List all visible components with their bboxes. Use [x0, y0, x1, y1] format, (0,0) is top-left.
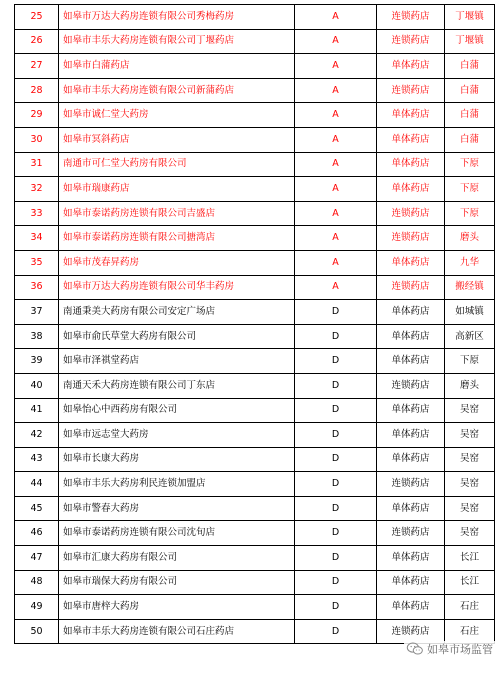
table-row: [15, 570, 495, 595]
cell-grade: D: [295, 447, 377, 472]
table-row: [15, 349, 495, 374]
table-row: [15, 496, 495, 521]
cell-pharmacy-name: 如皋市诚仁堂大药房: [59, 103, 295, 128]
cell-store-type: 连锁药店: [377, 619, 445, 644]
cell-store-type: 连锁药店: [377, 201, 445, 226]
cell-pharmacy-name: 如皋市俞氏草堂大药房有限公司: [59, 324, 295, 349]
cell-pharmacy-name: 如皋市茂春昇药房: [59, 250, 295, 275]
cell-store-type: 单体药店: [377, 127, 445, 152]
cell-town: 长江: [445, 570, 495, 595]
table-row: [15, 177, 495, 202]
cell-town: 九华: [445, 250, 495, 275]
watermark-text: 如皋市场监管: [427, 643, 493, 656]
cell-store-type: 单体药店: [377, 496, 445, 521]
cell-town: 石庄: [445, 595, 495, 620]
cell-grade: A: [295, 5, 377, 30]
cell-town: 丁堰镇: [445, 5, 495, 30]
cell-number: 32: [15, 177, 59, 202]
cell-store-type: 单体药店: [377, 447, 445, 472]
cell-town: 下原: [445, 349, 495, 374]
cell-store-type: 连锁药店: [377, 78, 445, 103]
cell-pharmacy-name: 南通天禾大药房连锁有限公司丁东店: [59, 373, 295, 398]
cell-town: 下原: [445, 201, 495, 226]
cell-pharmacy-name: 如皋市泰诺药房连锁有限公司吉盛店: [59, 201, 295, 226]
cell-grade: A: [295, 201, 377, 226]
cell-grade: A: [295, 226, 377, 251]
table-row: [15, 127, 495, 152]
cell-pharmacy-name: 如皋市丰乐大药房利民连锁加盟店: [59, 472, 295, 497]
cell-store-type: 单体药店: [377, 546, 445, 571]
cell-grade: A: [295, 103, 377, 128]
cell-grade: A: [295, 275, 377, 300]
cell-number: 45: [15, 496, 59, 521]
cell-town: 白蒲: [445, 127, 495, 152]
table-row: [15, 152, 495, 177]
cell-number: 40: [15, 373, 59, 398]
cell-store-type: 连锁药店: [377, 5, 445, 30]
cell-grade: D: [295, 324, 377, 349]
cell-number: 30: [15, 127, 59, 152]
table-row: [15, 103, 495, 128]
cell-town: 白蒲: [445, 78, 495, 103]
cell-number: 41: [15, 398, 59, 423]
cell-pharmacy-name: 如皋市丰乐大药房连锁有限公司丁堰药店: [59, 29, 295, 54]
cell-grade: D: [295, 521, 377, 546]
cell-grade: A: [295, 54, 377, 79]
cell-number: 46: [15, 521, 59, 546]
cell-town: 白蒲: [445, 103, 495, 128]
cell-town: 高新区: [445, 324, 495, 349]
cell-pharmacy-name: 南通秉美大药房有限公司安定广场店: [59, 300, 295, 325]
cell-number: 27: [15, 54, 59, 79]
cell-number: 37: [15, 300, 59, 325]
table-row: [15, 447, 495, 472]
pharmacy-table: [14, 4, 495, 644]
cell-store-type: 连锁药店: [377, 373, 445, 398]
cell-pharmacy-name: 如皋市瑞保大药房有限公司: [59, 570, 295, 595]
cell-store-type: 单体药店: [377, 54, 445, 79]
cell-store-type: 单体药店: [377, 398, 445, 423]
cell-pharmacy-name: 如皋市泰诺药房连锁有限公司沈旬店: [59, 521, 295, 546]
table-row: [15, 5, 495, 30]
cell-town: 下原: [445, 152, 495, 177]
cell-town: 石庄: [445, 619, 495, 644]
cell-pharmacy-name: 如皋市泽祺堂药店: [59, 349, 295, 374]
cell-town: 下原: [445, 177, 495, 202]
cell-town: 搬经镇: [445, 275, 495, 300]
cell-pharmacy-name: 如皋市白蒲药店: [59, 54, 295, 79]
cell-pharmacy-name: 如皋市远志堂大药房: [59, 423, 295, 448]
cell-grade: D: [295, 349, 377, 374]
cell-number: 38: [15, 324, 59, 349]
cell-number: 29: [15, 103, 59, 128]
cell-pharmacy-name: 如皋市汇康大药房有限公司: [59, 546, 295, 571]
cell-number: 28: [15, 78, 59, 103]
cell-store-type: 连锁药店: [377, 275, 445, 300]
cell-store-type: 连锁药店: [377, 226, 445, 251]
cell-grade: A: [295, 78, 377, 103]
cell-number: 50: [15, 619, 59, 644]
cell-grade: D: [295, 300, 377, 325]
cell-number: 49: [15, 595, 59, 620]
cell-grade: A: [295, 127, 377, 152]
cell-grade: D: [295, 423, 377, 448]
table-row: [15, 226, 495, 251]
cell-number: 34: [15, 226, 59, 251]
cell-grade: D: [295, 373, 377, 398]
cell-store-type: 连锁药店: [377, 472, 445, 497]
cell-store-type: 单体药店: [377, 300, 445, 325]
cell-pharmacy-name: 如皋市泰诺药房连锁有限公司搪湾店: [59, 226, 295, 251]
cell-number: 44: [15, 472, 59, 497]
cell-store-type: 单体药店: [377, 250, 445, 275]
cell-store-type: 单体药店: [377, 349, 445, 374]
cell-store-type: 连锁药店: [377, 29, 445, 54]
table-body: [15, 5, 495, 644]
table-row: [15, 472, 495, 497]
cell-town: 吴窑: [445, 521, 495, 546]
cell-store-type: 单体药店: [377, 570, 445, 595]
cell-grade: A: [295, 177, 377, 202]
cell-number: 33: [15, 201, 59, 226]
cell-store-type: 单体药店: [377, 152, 445, 177]
cell-number: 39: [15, 349, 59, 374]
table-row: [15, 29, 495, 54]
cell-store-type: 单体药店: [377, 595, 445, 620]
cell-town: 吴窑: [445, 447, 495, 472]
cell-town: 吴窑: [445, 472, 495, 497]
cell-store-type: 单体药店: [377, 324, 445, 349]
cell-pharmacy-name: 如皋市万达大药房连锁有限公司华丰药房: [59, 275, 295, 300]
cell-store-type: 连锁药店: [377, 521, 445, 546]
table-row: [15, 546, 495, 571]
watermark: [404, 641, 495, 657]
table-row: [15, 275, 495, 300]
table-row: [15, 324, 495, 349]
cell-town: 长江: [445, 546, 495, 571]
cell-grade: D: [295, 472, 377, 497]
cell-number: 31: [15, 152, 59, 177]
cell-town: 磨头: [445, 226, 495, 251]
cell-town: 吴窑: [445, 496, 495, 521]
table-row: [15, 595, 495, 620]
cell-grade: D: [295, 570, 377, 595]
table-row: [15, 373, 495, 398]
table-row: [15, 423, 495, 448]
cell-grade: A: [295, 29, 377, 54]
cell-number: 48: [15, 570, 59, 595]
cell-grade: D: [295, 595, 377, 620]
table-row: [15, 300, 495, 325]
cell-number: 42: [15, 423, 59, 448]
cell-grade: D: [295, 496, 377, 521]
cell-pharmacy-name: 如皋市万达大药房连锁有限公司秀梅药房: [59, 5, 295, 30]
table-row: [15, 54, 495, 79]
cell-pharmacy-name: 南通市可仁堂大药房有限公司: [59, 152, 295, 177]
cell-grade: A: [295, 250, 377, 275]
table-row: [15, 398, 495, 423]
cell-grade: A: [295, 152, 377, 177]
cell-number: 26: [15, 29, 59, 54]
cell-store-type: 单体药店: [377, 423, 445, 448]
cell-town: 磨头: [445, 373, 495, 398]
cell-grade: D: [295, 398, 377, 423]
cell-pharmacy-name: 如皋市丰乐大药房连锁有限公司新蒲药店: [59, 78, 295, 103]
cell-grade: D: [295, 546, 377, 571]
cell-town: 吴窑: [445, 398, 495, 423]
table-row: [15, 78, 495, 103]
cell-town: 白蒲: [445, 54, 495, 79]
cell-number: 43: [15, 447, 59, 472]
cell-number: 25: [15, 5, 59, 30]
cell-number: 47: [15, 546, 59, 571]
cell-pharmacy-name: 如皋怡心中西药房有限公司: [59, 398, 295, 423]
cell-town: 丁堰镇: [445, 29, 495, 54]
cell-pharmacy-name: 如皋市丰乐大药房连锁有限公司石庄药店: [59, 619, 295, 644]
cell-number: 36: [15, 275, 59, 300]
cell-pharmacy-name: 如皋市唐梓大药房: [59, 595, 295, 620]
cell-store-type: 单体药店: [377, 103, 445, 128]
table-row: [15, 521, 495, 546]
table-row: [15, 201, 495, 226]
cell-pharmacy-name: 如皋市瑞康药店: [59, 177, 295, 202]
cell-pharmacy-name: 如皋市冥斜药店: [59, 127, 295, 152]
wechat-icon: [406, 642, 424, 656]
table-row: [15, 250, 495, 275]
cell-store-type: 单体药店: [377, 177, 445, 202]
cell-town: 如城镇: [445, 300, 495, 325]
cell-number: 35: [15, 250, 59, 275]
cell-town: 吴窑: [445, 423, 495, 448]
cell-pharmacy-name: 如皋市警春大药房: [59, 496, 295, 521]
cell-grade: D: [295, 619, 377, 644]
cell-pharmacy-name: 如皋市长康大药房: [59, 447, 295, 472]
